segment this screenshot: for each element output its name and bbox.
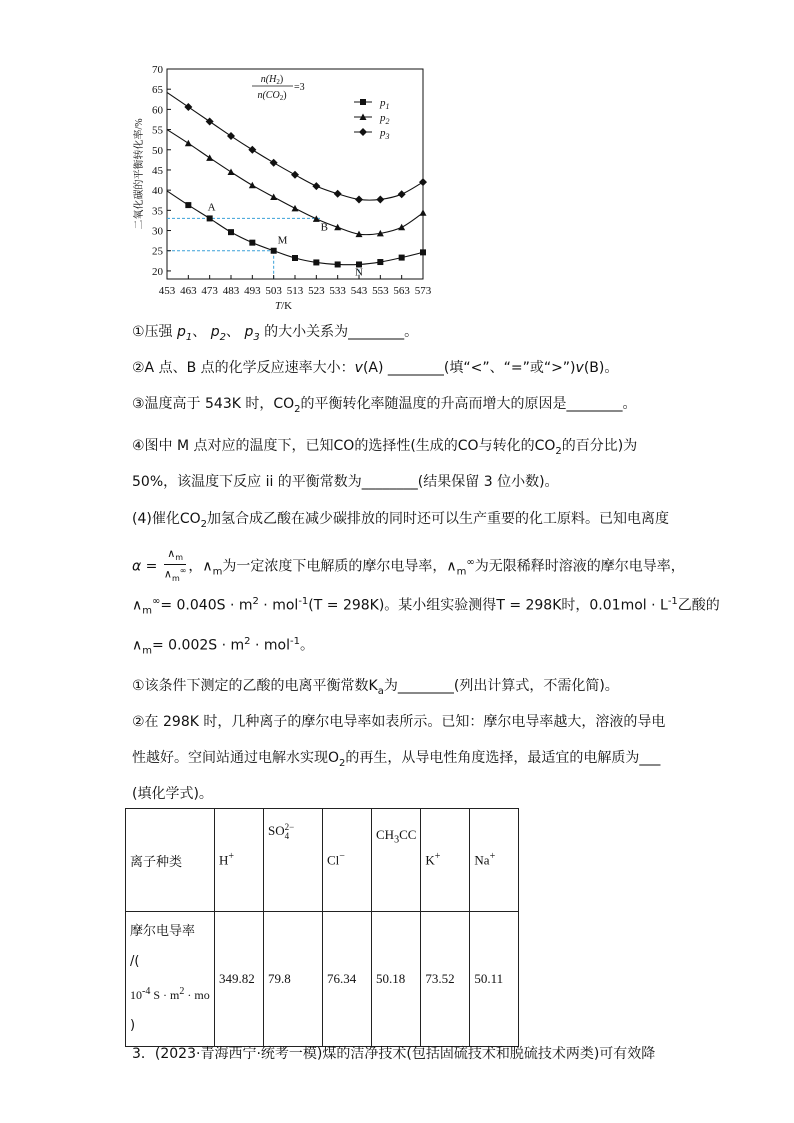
ion-na: Na+ — [470, 809, 519, 912]
s4-text-a: (4)催化CO — [132, 511, 201, 527]
value-so4: 79.8 — [264, 912, 323, 1047]
q4-text-c: 50%，该温度下反应 ii 的平衡常数为________(结果保留 3 位小数)。 — [132, 474, 559, 490]
q4-text-b: 的百分比)为 — [561, 438, 638, 454]
s4-text-j: 乙酸的 — [677, 597, 720, 614]
square-marker — [335, 261, 341, 267]
y-tick-label: 55 — [152, 124, 163, 137]
y-tick-label: 30 — [152, 225, 163, 238]
triangle-marker — [206, 154, 213, 161]
square-marker — [292, 255, 298, 261]
diamond-marker — [419, 178, 427, 186]
triangle-marker — [398, 224, 405, 231]
y-tick-label: 65 — [152, 84, 163, 97]
triangle-marker — [185, 140, 192, 147]
b2-text-c: 的再生，从导电性角度选择，最适宜的电解质为___ — [345, 750, 661, 766]
point-label-N: N — [355, 266, 363, 279]
legend-label-p1: $p_1$ — [380, 97, 390, 111]
triangle-marker — [270, 194, 277, 201]
alpha-equation: α = — [132, 558, 158, 575]
s4-text-c: ，∧ — [188, 558, 213, 575]
x-tick-label: 553 — [372, 285, 389, 297]
section-4-line4: $\wedge_m= 0.002S \cdot m^2 \cdot mol^{-1}$。 — [132, 636, 314, 657]
section-4-line3: $\wedge_m^\infty= 0.040S \cdot m^2 \cdot mol^{-1}(T = 298K)$。某小组实验测得T = 298K时，$0.01mol \cdot L^{-1}$乙酸的 — [132, 596, 720, 617]
s4-text-h: (T = 298K)。某小组实验测得 — [308, 597, 497, 614]
table-row — [126, 912, 519, 1047]
y-tick-label: 35 — [152, 205, 163, 218]
x-tick-label: 563 — [393, 285, 410, 297]
b2-text-a: ②在 298K 时，几种离子的摩尔电导率如表所示。已知：摩尔电导率越大，溶液的导电 — [132, 714, 666, 730]
y-tick-label: 50 — [152, 144, 163, 157]
x-tick-label: 483 — [222, 285, 240, 297]
s4-text-b: 加氢合成乙酸在减少碳排放的同时还可以生产重要的化工原料。已知电离度 — [207, 511, 670, 527]
ratio-numerator: $n(H_2)$ — [260, 74, 284, 86]
s4-text-f: = 0.040S · m — [160, 597, 253, 614]
value-h: 349.82 — [215, 912, 264, 1047]
square-marker — [377, 259, 383, 265]
q3-source: 3．(2023·青海西宁·统考一模) — [132, 1046, 323, 1062]
triangle-marker — [292, 205, 299, 212]
x-tick-label: 473 — [201, 285, 218, 297]
triangle-marker — [228, 168, 235, 175]
diamond-marker — [270, 159, 278, 167]
q2-text-a: ②A 点、B 点的化学反应速率大小： — [132, 360, 355, 376]
question-2: ②A 点、B 点的化学反应速率大小：v(A) ________(填“<”、“=”或“>”)v(B)。 — [132, 360, 619, 376]
p2: $p_2$ — [210, 324, 226, 343]
square-marker — [313, 259, 319, 265]
x-tick-label: 533 — [329, 285, 346, 297]
y-tick-label: 20 — [152, 265, 163, 278]
diamond-marker — [312, 182, 320, 190]
next-question-header — [132, 1044, 655, 1064]
y-tick-label: 60 — [152, 104, 163, 117]
square-marker — [360, 99, 366, 105]
x-tick-label: 573 — [414, 285, 432, 297]
p3: $p_3$ — [244, 324, 260, 343]
x-tick-label: 503 — [265, 285, 282, 297]
b2-text-d: (填化学式)。 — [132, 786, 213, 802]
triangle-marker — [420, 209, 427, 216]
sub-question-2-line3 — [132, 784, 213, 804]
q3-text-a: ③温度高于 543K 时，CO — [132, 396, 295, 412]
diamond-marker — [376, 195, 384, 203]
row-label-molar-conductivity: 摩尔电导率 /( $10^{-4}$ $S \cdot m^2$ · mo ) — [126, 912, 215, 1047]
sub-question-2-line2: 性越好。空间站通过电解水实现$O_2$的再生，从导电性角度选择，最适宜的电解质为___ — [132, 750, 661, 769]
triangle-marker — [249, 182, 256, 189]
y-tick-label: 40 — [152, 185, 163, 198]
value-ch3coo: 50.18 — [372, 912, 421, 1047]
q2-text-b: (A) ________(填“<”、“=”或“>”) — [362, 360, 576, 376]
square-marker — [399, 255, 405, 261]
series-markers — [184, 103, 427, 268]
row-label-ion-type: 离子种类 — [126, 809, 215, 912]
ion-h: H+ — [215, 809, 264, 912]
legend-label-p3: $p_3$ — [380, 127, 390, 141]
question-3: ③温度高于 543K 时，$CO_2$的平衡转化率随温度的升高而增大的原因是________。 — [132, 396, 637, 415]
diamond-marker — [206, 118, 214, 126]
table-row — [126, 809, 519, 912]
x-tick-label: 463 — [180, 285, 197, 297]
diamond-marker — [248, 146, 256, 154]
value-cl: 76.34 — [323, 912, 372, 1047]
square-marker — [249, 240, 255, 246]
y-axis-label: 二氧化碳的平衡转化率/% — [134, 118, 145, 230]
x-tick-label: 453 — [158, 285, 176, 297]
point-label-A: A — [207, 201, 216, 214]
diamond-marker — [355, 195, 363, 203]
point-label-B: B — [320, 221, 328, 234]
x-tick-label: 543 — [350, 285, 368, 297]
ion-ch3coo: $CH_3CC$ — [372, 809, 421, 912]
point-label-M: M — [277, 234, 288, 247]
s4-text-k: = 0.002S · m — [152, 637, 245, 654]
y-tick-label: 25 — [152, 245, 163, 258]
diamond-marker — [334, 190, 342, 198]
q2-text-c: (B)。 — [583, 360, 619, 376]
s4-text-i: T = 298K时，0.01mol · L — [496, 597, 668, 614]
ion-so4: SO 2− 4 — [264, 809, 323, 912]
conductivity-table — [125, 808, 519, 1047]
q1-text-b: 的大小关系为________。 — [264, 324, 419, 340]
square-marker — [420, 249, 426, 255]
diamond-marker — [359, 128, 367, 136]
question-4-line1: ④图中 M 点对应的温度下，已知CO的选择性(生成的CO与转化的$CO_2$的百分比)为 — [132, 438, 638, 457]
square-marker — [185, 202, 191, 208]
q3-text-b: 的平衡转化率随温度的升高而增大的原因是________。 — [300, 396, 637, 412]
section-4-line1: (4)催化$CO_2$加氢合成乙酸在减少碳排放的同时还可以生产重要的化工原料。已知电离度 — [132, 511, 670, 530]
b1-text-c: 为________(列出计算式，不需化简)。 — [383, 678, 619, 694]
s4-text-g: · mol — [258, 597, 299, 614]
ratio-value: =3 — [294, 82, 305, 93]
triangle-marker — [334, 224, 341, 231]
q1-text: ①压强 — [132, 324, 173, 340]
legend-label-p2: $p_2$ — [380, 112, 390, 126]
x-tick-label: 523 — [308, 285, 325, 297]
s4-text-e: 为无限稀释时溶液的摩尔电导率， — [474, 558, 685, 575]
square-marker — [207, 215, 213, 221]
legend — [354, 97, 390, 141]
axis-ticks — [152, 64, 432, 297]
diamond-marker — [227, 132, 235, 140]
b2-text-b: 性越好。空间站通过电解水实现O — [132, 750, 340, 766]
x-axis-label: T/K — [275, 300, 293, 312]
square-marker — [271, 248, 277, 254]
s4-text-l: · mol — [250, 637, 290, 654]
question-4-line2 — [132, 472, 559, 492]
diamond-marker — [291, 171, 299, 179]
value-na: 50.11 — [470, 912, 519, 1047]
b1-text-a: ①该条件下测定的乙酸的电离平衡常数K — [132, 678, 378, 694]
y-tick-label: 70 — [152, 64, 163, 76]
sub-question-2-line1 — [132, 712, 665, 732]
s4-text-m: 。 — [299, 637, 314, 654]
diamond-marker — [184, 103, 192, 111]
y-tick-label: 45 — [152, 164, 163, 177]
section-4-line2: α = $\frac{\wedge_m}{\wedge_m^\infty}$ ，$\wedge_m$为一定浓度下电解质的摩尔电导率，$\wedge_m^\infty$为无限稀释时溶液的摩尔电导率， — [132, 547, 685, 584]
series-line-p1 — [167, 191, 423, 265]
ion-cl: Cl− — [323, 809, 372, 912]
alpha-fraction: $\frac{\wedge_m}{\wedge_m^\infty}$ — [163, 547, 187, 584]
conversion-chart — [130, 60, 440, 312]
ion-k: K+ — [421, 809, 470, 912]
q3-text: 煤的洁净技术(包括固硫技术和脱硫技术两类)可有效降 — [322, 1046, 656, 1062]
x-tick-label: 493 — [244, 285, 261, 297]
sub-question-1: ①该条件下测定的乙酸的电离平衡常数$K_a$为________(列出计算式，不需化简)。 — [132, 678, 619, 697]
ratio-annotation — [252, 74, 305, 102]
diamond-marker — [398, 190, 406, 198]
ratio-denominator: $n(CO_2)$ — [257, 90, 287, 102]
s4-text-d: 为一定浓度下电解质的摩尔电导率，∧ — [222, 558, 457, 575]
reference-dashed-lines — [167, 218, 359, 279]
p1: $p_1$ — [177, 324, 193, 343]
value-k: 73.52 — [421, 912, 470, 1047]
question-1: ①压强 $p_1$、 $p_2$、 $p_3$ 的大小关系为________。 — [132, 324, 419, 343]
x-tick-label: 513 — [286, 285, 304, 297]
q4-text-a: ④图中 M 点对应的温度下，已知CO的选择性(生成的CO与转化的CO — [132, 438, 556, 454]
square-marker — [228, 229, 234, 235]
